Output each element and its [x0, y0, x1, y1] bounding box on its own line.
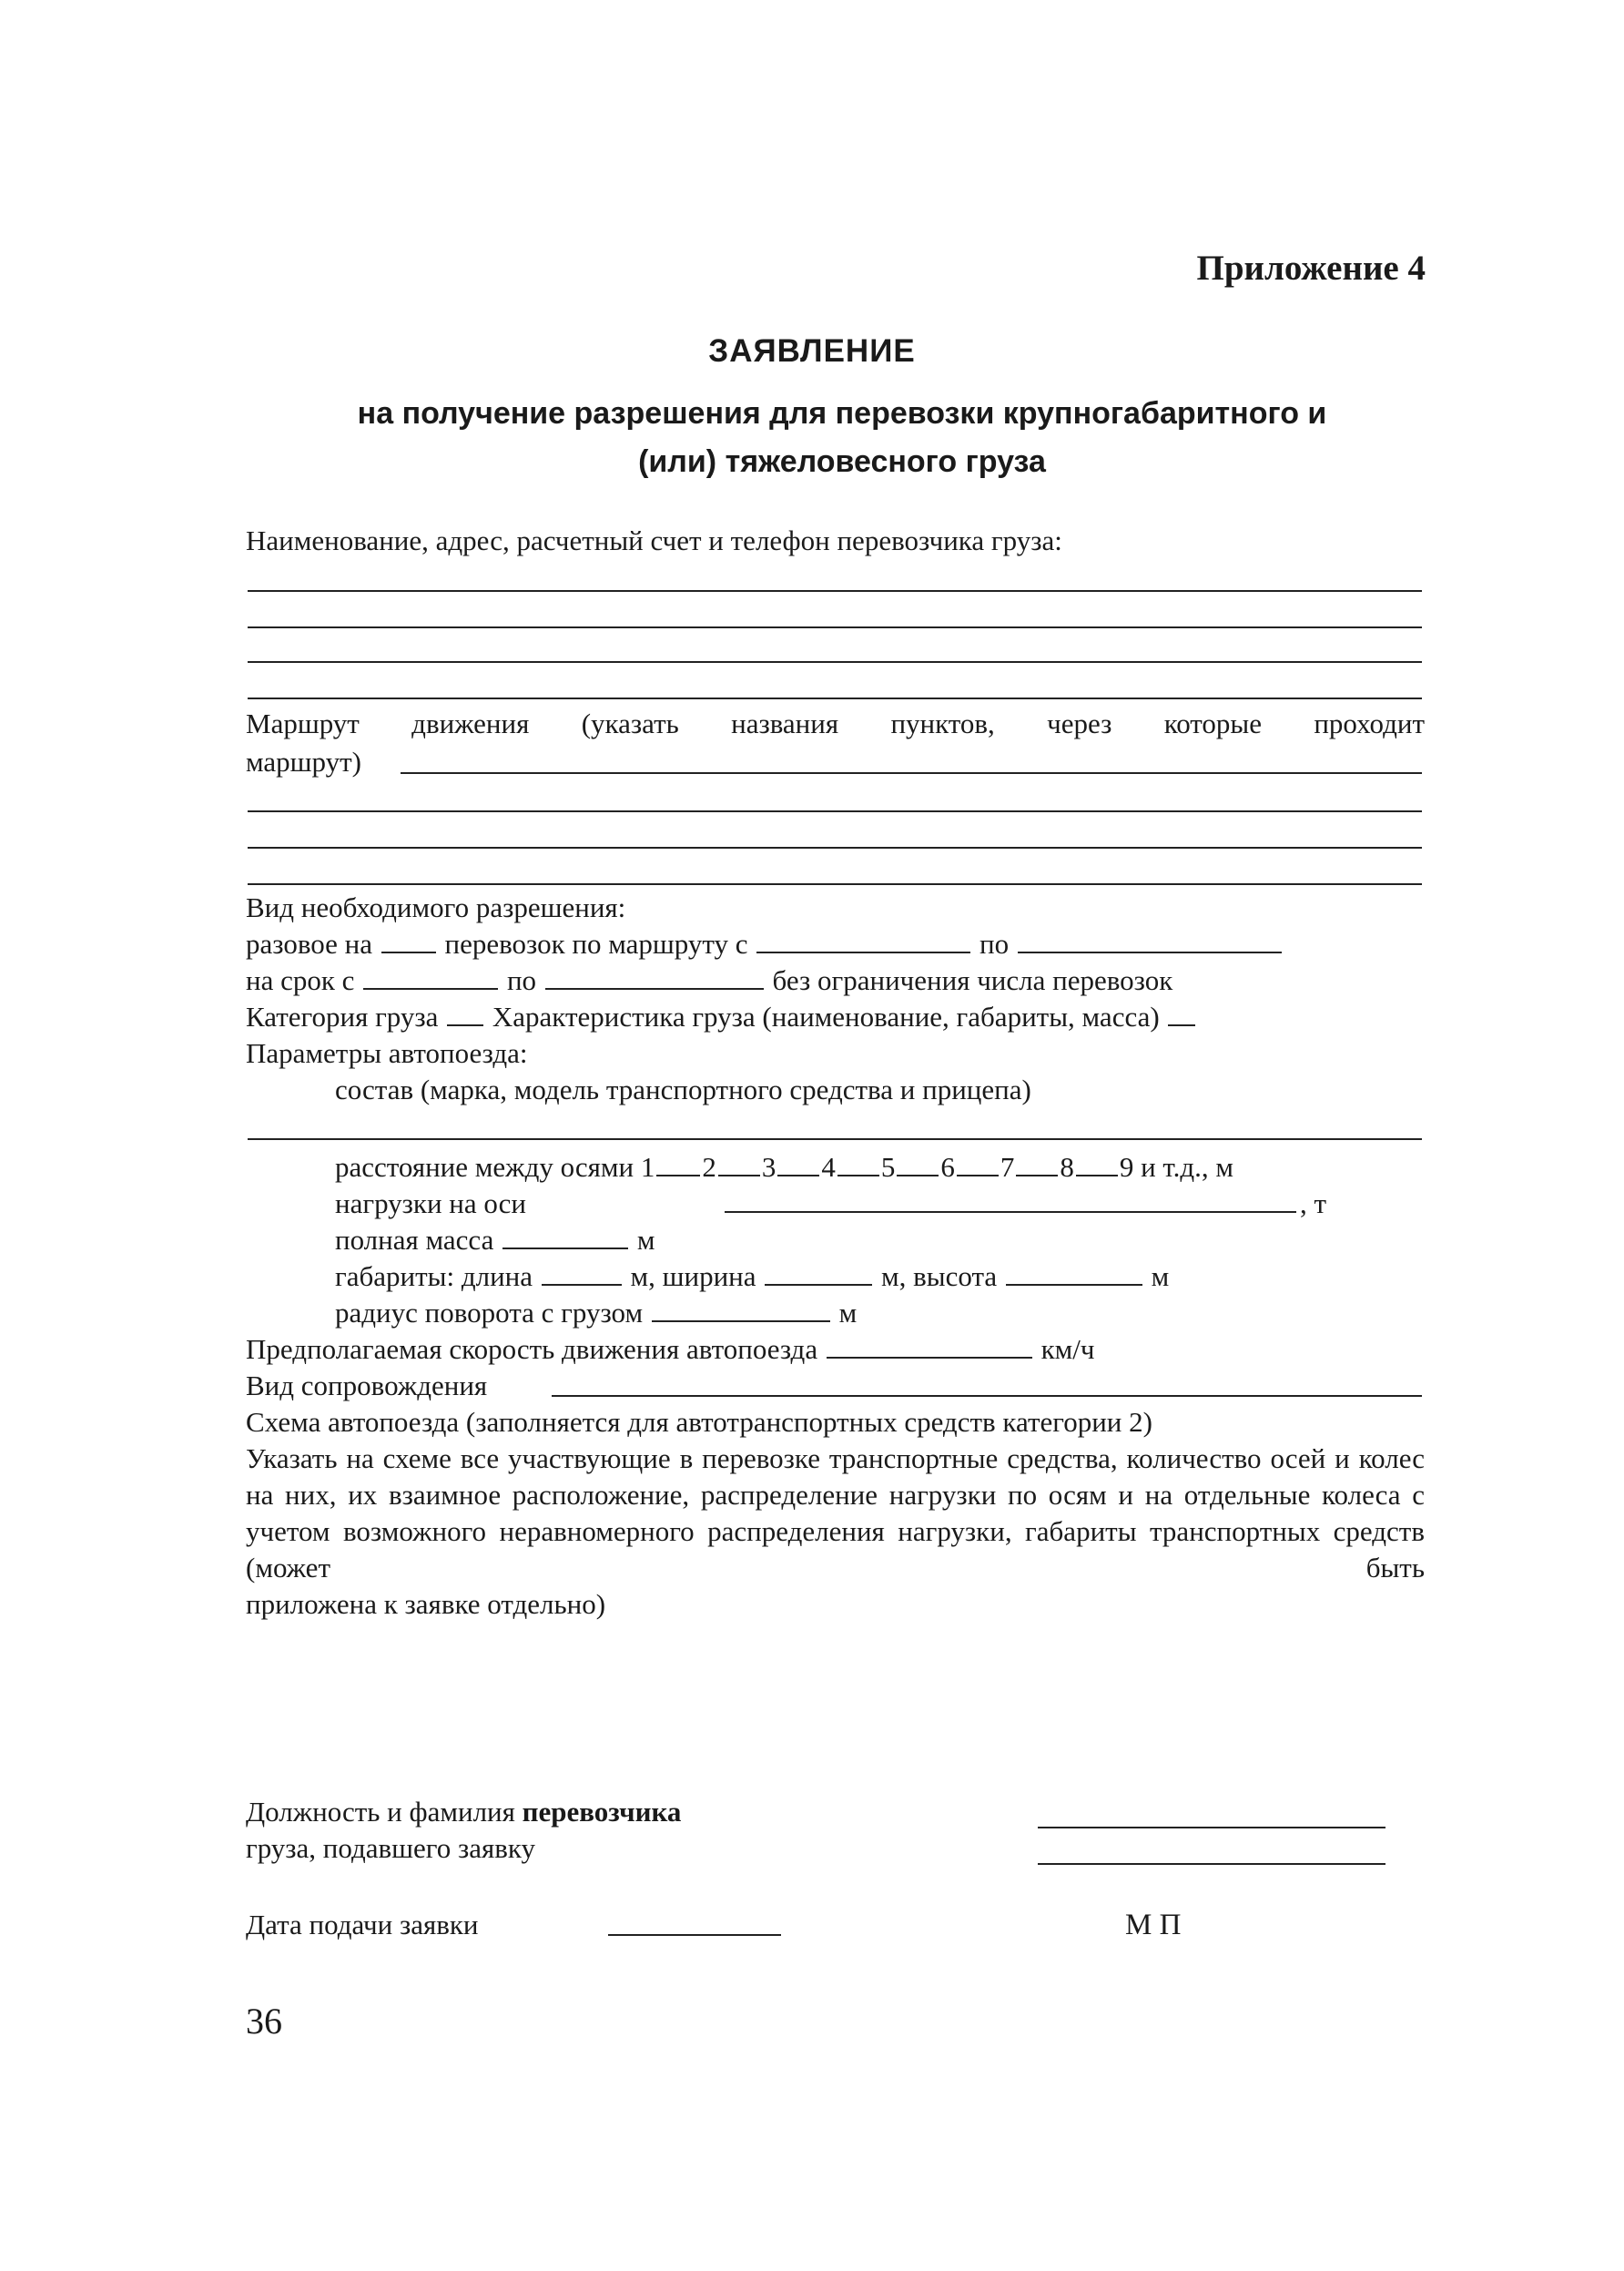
subtitle-line-2: (или) тяжеловесного груза — [638, 444, 1046, 479]
axle-number-4: 4 — [821, 1151, 836, 1183]
axle-distance-field-7[interactable] — [1016, 1151, 1058, 1176]
route-from-field[interactable] — [756, 928, 970, 953]
total-mass-unit: м — [636, 1224, 655, 1256]
subtitle-line-1: на получение разрешения для перевозки крупногабаритного и — [357, 396, 1327, 431]
speed-row — [246, 1331, 1094, 1368]
width-field[interactable] — [765, 1260, 872, 1286]
date-label: Дата подачи заявки — [246, 1909, 479, 1940]
axle-number-5: 5 — [880, 1151, 896, 1183]
document-subtitle — [273, 390, 1411, 486]
axle-distance-field-3[interactable] — [777, 1151, 819, 1176]
signature-label-part-2: перевозчика — [522, 1796, 682, 1828]
page-number: 36 — [246, 2001, 282, 2042]
scheme-instruction: Указать на схеме все участвующие в перевозке транспортные средства, количество осей и колес на них, их взаимное расположение, распределение нагрузки по осям и на отдельные колеса с учетом возможного неравномерного распределения нагрузки, габариты транспортных средств (может быть — [246, 1442, 1425, 1584]
axle-number-8: 8 — [1060, 1151, 1074, 1183]
axle-number-9: 9 — [1119, 1151, 1134, 1183]
signature-field[interactable] — [1038, 1827, 1385, 1828]
cargo-characteristic-label: Характеристика груза (наименование, габариты, масса) — [492, 1001, 1160, 1033]
dimensions-unit-3: м — [1151, 1260, 1170, 1292]
total-mass-label: полная масса — [335, 1224, 494, 1256]
route-to-field[interactable] — [1018, 928, 1282, 953]
dimensions-label: габариты: длина — [335, 1260, 533, 1292]
signature-label — [246, 1794, 681, 1830]
cargo-row — [246, 999, 1197, 1035]
permit-term-c: без ограничения числа перевозок — [772, 964, 1173, 996]
route-field-line-4[interactable] — [248, 883, 1422, 885]
train-composition-label: состав (марка, модель транспортного средства и прицепа) — [335, 1074, 1031, 1105]
term-from-field[interactable] — [363, 964, 498, 990]
scheme-instruction-last: приложена к заявке отдельно) — [246, 1588, 606, 1620]
route-field-line-3[interactable] — [248, 847, 1422, 849]
trips-count-field[interactable] — [381, 928, 436, 953]
escort-label: Вид сопровождения — [246, 1370, 488, 1401]
speed-label: Предполагаемая скорость движения автопоезда — [246, 1333, 818, 1365]
axle-number-2: 2 — [702, 1151, 716, 1183]
axle-distance-field-2[interactable] — [718, 1151, 760, 1176]
signature-label-line-2: груза, подавшего заявку — [246, 1832, 536, 1864]
dimensions-unit-2: м, высота — [881, 1260, 998, 1292]
carrier-field-line-2[interactable] — [248, 626, 1422, 628]
permit-one-time-row — [246, 926, 1284, 962]
appendix-label: Приложение 4 — [1196, 249, 1426, 288]
route-field-line-2[interactable] — [248, 810, 1422, 812]
route-label-line-2: маршрут) — [246, 746, 361, 778]
axle-number-7: 7 — [1000, 1151, 1015, 1183]
date-field[interactable] — [608, 1934, 781, 1936]
permit-term-row — [246, 962, 1172, 999]
carrier-label: Наименование, адрес, расчетный счет и телефон перевозчика груза: — [246, 524, 1062, 556]
name-field[interactable] — [1038, 1863, 1385, 1865]
axle-loads-unit: , т — [1300, 1187, 1327, 1219]
axle-distance-field-4[interactable] — [837, 1151, 879, 1176]
axle-distance-suffix: и т.д., м — [1141, 1151, 1234, 1183]
cargo-characteristic-field[interactable] — [1168, 1001, 1195, 1026]
axle-loads-label: нагрузки на оси — [335, 1187, 527, 1219]
length-field[interactable] — [542, 1260, 622, 1286]
permit-one-time-b: перевозок по маршруту с — [444, 928, 748, 960]
cargo-category-field[interactable] — [447, 1001, 483, 1026]
axle-number-3: 3 — [761, 1151, 776, 1183]
axle-loads-field[interactable] — [725, 1211, 1296, 1213]
axle-distance-field-1[interactable] — [656, 1151, 700, 1176]
carrier-field-line-1[interactable] — [248, 590, 1422, 592]
signature-label-part-1: Должность и фамилия — [246, 1796, 523, 1828]
carrier-field-line-3[interactable] — [248, 661, 1422, 663]
axle-distance-label: расстояние между осями — [335, 1151, 634, 1183]
permit-label: Вид необходимого разрешения: — [246, 891, 626, 923]
permit-term-a: на срок с — [246, 964, 355, 996]
total-mass-field[interactable] — [502, 1224, 628, 1249]
axle-distance-row — [335, 1149, 1233, 1186]
route-field-line-1[interactable] — [401, 772, 1422, 774]
dimensions-unit-1: м, ширина — [630, 1260, 756, 1292]
stamp-label: М П — [1125, 1909, 1182, 1941]
escort-field[interactable] — [552, 1395, 1422, 1397]
axle-distance-field-5[interactable] — [897, 1151, 939, 1176]
height-field[interactable] — [1006, 1260, 1142, 1286]
axle-number-6: 6 — [940, 1151, 955, 1183]
axle-distance-field-6[interactable] — [957, 1151, 999, 1176]
term-to-field[interactable] — [545, 964, 764, 990]
turn-radius-unit: м — [838, 1297, 858, 1329]
speed-field[interactable] — [827, 1333, 1032, 1359]
scheme-label: Схема автопоезда (заполняется для автотранспортных средств категории 2) — [246, 1406, 1152, 1438]
turn-radius-field[interactable] — [652, 1297, 830, 1322]
train-composition-field[interactable] — [248, 1138, 1422, 1140]
turn-radius-label: радиус поворота с грузом — [335, 1297, 644, 1329]
dimensions-row — [335, 1258, 1169, 1295]
permit-one-time-a: разовое на — [246, 928, 372, 960]
document-title: ЗАЯВЛЕНИЕ — [708, 333, 916, 369]
permit-one-time-c: по — [979, 928, 1010, 960]
axle-distance-field-8[interactable] — [1076, 1151, 1118, 1176]
cargo-category-label: Категория груза — [246, 1001, 439, 1033]
train-label: Параметры автопоезда: — [246, 1037, 528, 1069]
axle-number-1: 1 — [640, 1151, 655, 1183]
permit-term-b: по — [506, 964, 537, 996]
carrier-field-line-4[interactable] — [248, 698, 1422, 699]
turn-radius-row — [335, 1295, 857, 1331]
speed-unit: км/ч — [1040, 1333, 1095, 1365]
route-label-line-1: Маршрут движения (указать названия пунктов, через которые проходит — [246, 708, 1425, 739]
total-mass-row — [335, 1222, 655, 1258]
